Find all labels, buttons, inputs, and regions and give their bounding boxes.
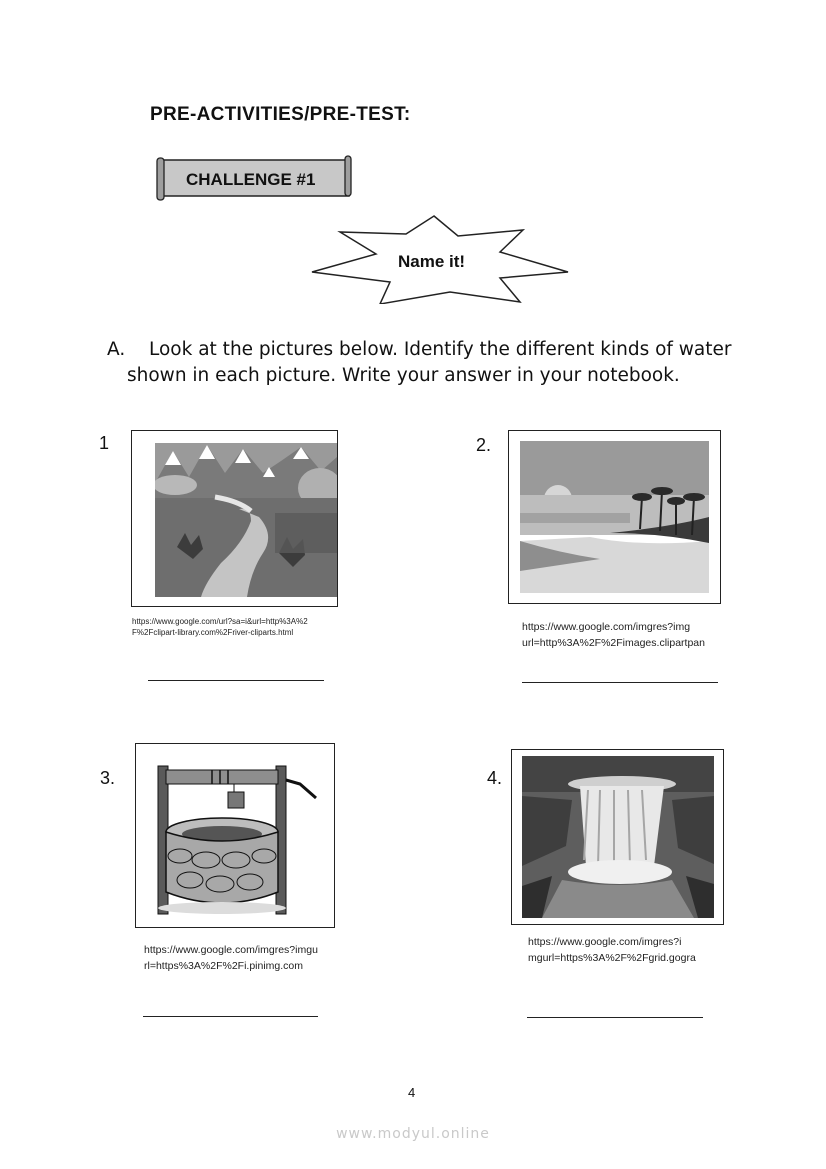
picture-frame bbox=[511, 749, 724, 925]
instruction-line1: Look at the pictures below. Identify the different kinds of water bbox=[149, 339, 732, 360]
url-line: https://www.google.com/imgres?i bbox=[528, 936, 682, 948]
page-number: 4 bbox=[408, 1085, 416, 1100]
url-line: rl=https%3A%2F%2Fi.pinimg.com bbox=[144, 960, 304, 972]
answer-blank bbox=[527, 1017, 703, 1018]
item-number: 4. bbox=[487, 768, 503, 788]
river-illustration bbox=[155, 443, 337, 597]
answer-blank bbox=[522, 682, 718, 683]
picture-frame bbox=[508, 430, 721, 604]
url-line: https://www.google.com/imgres?imgu bbox=[144, 944, 318, 956]
item-number: 2. bbox=[476, 435, 492, 455]
answer-blank bbox=[143, 1016, 318, 1017]
star-label: Name it! bbox=[398, 252, 466, 271]
url-line: mgurl=https%3A%2F%2Fgrid.gogra bbox=[528, 952, 696, 964]
sea-illustration bbox=[520, 441, 709, 593]
instruction bbox=[107, 337, 747, 389]
page-heading: PRE-ACTIVITIES/PRE-TEST: bbox=[150, 104, 411, 125]
wishing-well-illustration bbox=[150, 752, 320, 917]
item-number: 1 bbox=[99, 433, 110, 453]
instruction-line2: shown in each picture. Write your answer in your notebook. bbox=[127, 365, 680, 386]
answer-blank bbox=[148, 680, 324, 681]
item-number: 3. bbox=[100, 768, 116, 788]
picture-frame bbox=[131, 430, 338, 607]
url-line: F%2Fclipart-library.com%2Friver-cliparts.html bbox=[132, 628, 294, 637]
instruction-letter: A. bbox=[107, 339, 126, 360]
challenge-label: CHALLENGE #1 bbox=[186, 170, 316, 189]
waterfall-illustration bbox=[522, 756, 714, 918]
image-source-url[interactable] bbox=[132, 616, 308, 638]
picture-frame bbox=[135, 743, 335, 928]
url-line: url=http%3A%2F%2Fimages.clipartpan bbox=[522, 637, 705, 649]
url-line: https://www.google.com/imgres?img bbox=[522, 621, 691, 633]
image-source-url[interactable] bbox=[144, 942, 318, 974]
watermark: www.modyul.online bbox=[336, 1126, 490, 1142]
image-source-url[interactable] bbox=[528, 934, 718, 974]
image-source-url[interactable] bbox=[522, 619, 705, 651]
url-line: https://www.google.com/url?sa=i&url=http%3A%2 bbox=[132, 617, 308, 626]
